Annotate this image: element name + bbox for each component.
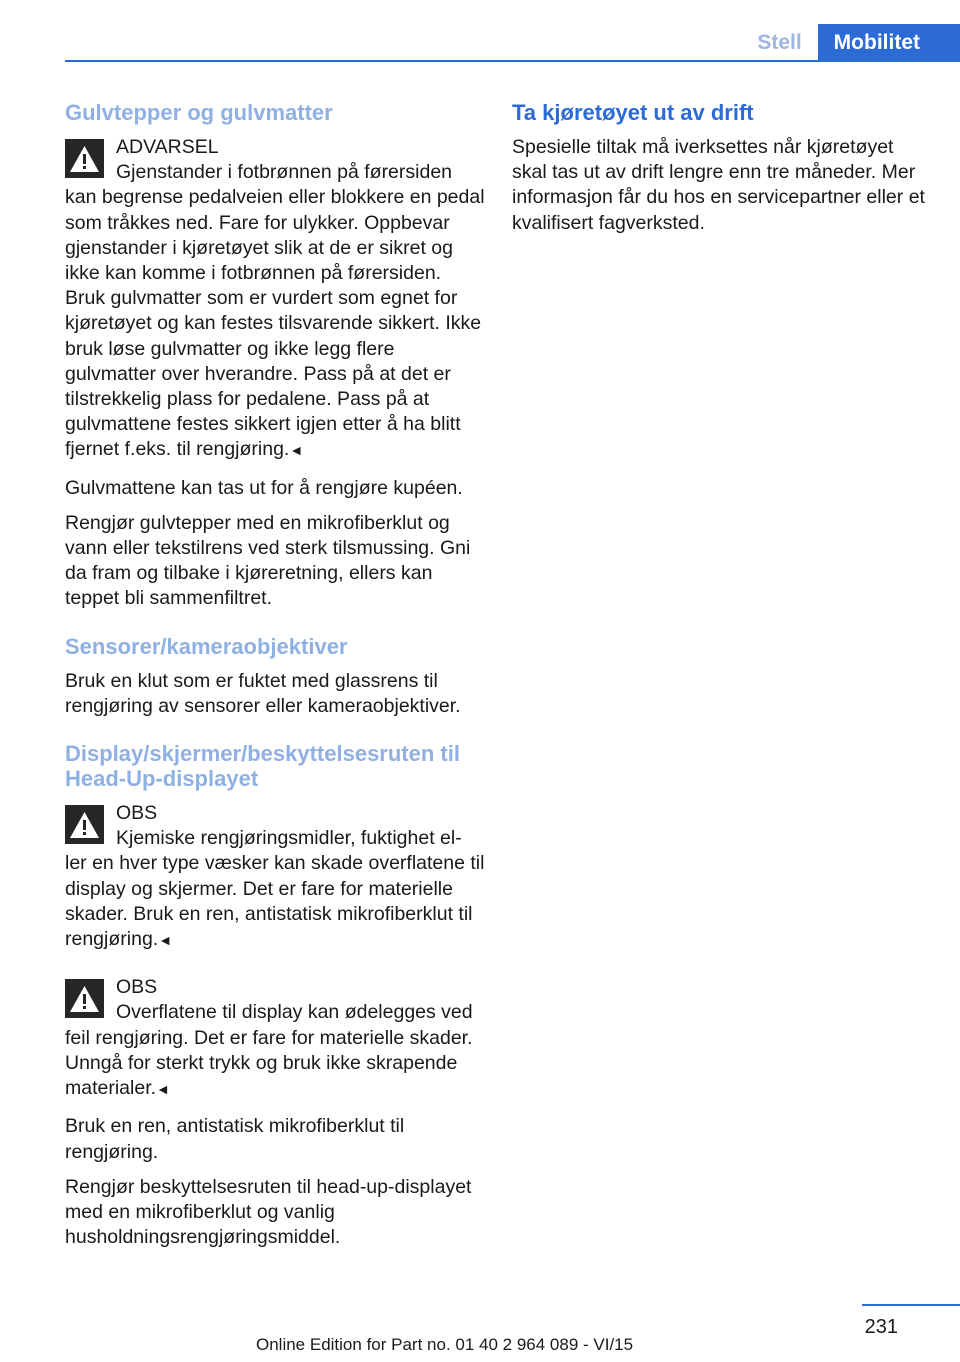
paragraph-sensors: Bruk en klut som er fuktet med glassrens til rengjøring av sensorer eller kameraobjektiver. (65, 669, 461, 717)
paragraph-antistatic-cloth: Bruk en ren, antistatisk mikrofiberklut til rengjøring. (65, 1115, 405, 1163)
section-title-floor-mats: Gulvtepper og gulvmatter (65, 100, 333, 125)
left-column (65, 100, 485, 1260)
paragraph-mats-removable: Gulvmattene kan tas ut for å rengjøre kupéen. (65, 476, 463, 499)
section-floor-mats (65, 100, 485, 612)
footer-rule (862, 1304, 960, 1306)
warning-line-2: Kjemiske rengjøringsmidler, fuktighet el- (116, 827, 462, 850)
header-tabs (741, 24, 960, 62)
edition-note: Online Edition for Part no. 01 40 2 964 089 - VI/15 (256, 1335, 634, 1354)
warning-text-3: feil rengjøring. Det er fare for materielle skader. Unngå for sterkt trykk og bruk ikke skrapende materialer. (65, 1026, 473, 1100)
tab-mobilitet[interactable]: Mobilitet (818, 24, 960, 62)
warning-title-2: OBS (116, 802, 158, 825)
section-displays (65, 741, 485, 1250)
section-title-decommission: Ta kjøretøyet ut av drift (512, 100, 754, 125)
header-rule (65, 60, 960, 62)
warning-triangle-icon (65, 979, 104, 1018)
tab-stell[interactable]: Stell (741, 24, 817, 62)
section-title-sensors: Sensorer/kameraobjektiver (65, 633, 348, 659)
paragraph-carpet-cleaning: Rengjør gulvtepper med en mikrofiberklut og vann eller tekstilrens ved sterk tilsmussing. Gni da fram og tilbake i kjøreretning, ellers kan teppet bli sammenfiltret. (65, 511, 471, 610)
warning-title-3: OBS (116, 976, 158, 999)
end-marker-icon: ◄ (158, 932, 173, 949)
warning-block-1 (65, 135, 485, 464)
warning-text-2: ler en hver type væsker kan skade overflatene til display og skjermer. Det er fare for materielle skader. Bruk en ren, antistatisk mikrofiberklut til rengjøring. (65, 852, 485, 951)
warning-triangle-icon (65, 805, 104, 844)
warning-triangle-icon (65, 139, 104, 178)
warning-line-1: Gjenstander i fotbrønnen på førersiden (116, 161, 453, 184)
page-number: 231 (864, 1316, 898, 1338)
section-sensors (65, 634, 485, 719)
paragraph-decommission: Spesielle tiltak må iverksettes når kjøretøyet skal tas ut av drift lengre enn tre måneder. Mer informasjon får du hos en servicepartner eller et kvalifisert fagverksted. (512, 136, 925, 234)
warning-text-1: kan begrense pedalveien eller blokkere en pedal som tråkkes ned. Fare for ulykker. Oppbevar gjenstander i kjøretøyet slik at de er sikret og ikke kan komme i fotbrønnen på førersiden. Bruk gulvmatter som er vurdert som egnet for kjøretøyet og kan festes tilsvarende sikkert. Ikke bruk løse gulvmatter og ikke legg flere gulvmatter over hverandre. Pass på at det er tilstrekkelig plass for pedalene. Pass på at gulvmattene festes sikkert igjen etter å ha blitt fjernet f.eks. til rengjøring. (65, 186, 485, 461)
section-title-displays: Display/skjermer/beskyttelsesruten til Head-Up-displayet (65, 741, 460, 792)
warning-block-3 (65, 975, 485, 1102)
right-column (512, 100, 932, 246)
paragraph-hud-cleaning: Rengjør beskyttelsesruten til head-up-displayet med en mikrofiberklut og vanlig husholdningsrengjøringsmiddel. (65, 1175, 472, 1249)
warning-line-3: Overflatene til display kan ødelegges ved (116, 1001, 473, 1024)
end-marker-icon: ◄ (156, 1081, 170, 1098)
warning-title-1: ADVARSEL (116, 136, 219, 158)
end-marker-icon: ◄ (289, 442, 304, 459)
warning-block-2 (65, 801, 485, 953)
